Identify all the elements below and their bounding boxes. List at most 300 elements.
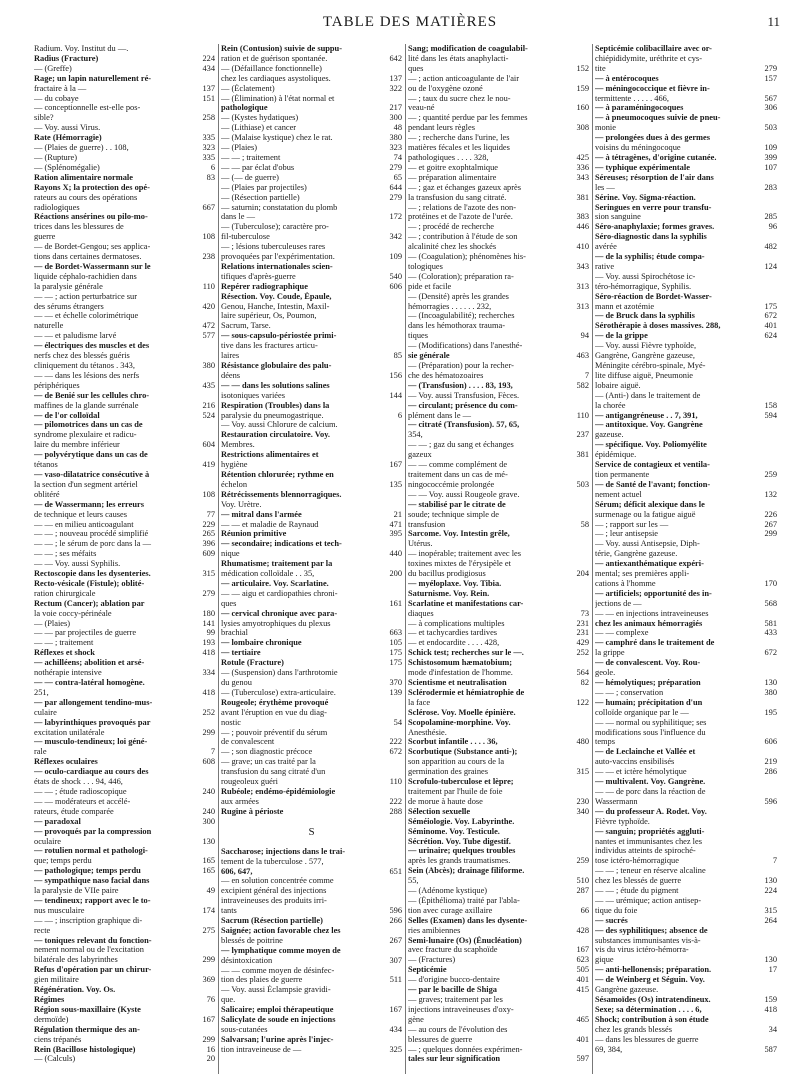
entry-page: 510 [576,876,589,886]
entry-text: Régulation thermique des an- [34,1024,140,1034]
entry-text: Réflexes et shock [34,648,95,658]
entry-page [195,767,215,777]
entry-page [382,896,402,906]
entry-page [382,321,402,331]
entry-text: — — et paludisme larvé [34,331,117,341]
index-entry [221,946,402,956]
index-entry [408,599,589,609]
entry-page [195,718,215,728]
entry-page: 313 [576,281,589,291]
index-entry [595,837,777,847]
entry-text: Sacrum (Résection partielle) [221,916,323,926]
entry-page: 94 [580,331,589,341]
entry-text: de convalescent [221,737,275,747]
index-entry [595,569,777,579]
entry-text: 69, 384, [595,1044,623,1054]
index-entry [221,1005,402,1015]
entry-text: la chorée [595,400,626,410]
index-entry [595,906,777,916]
index-entry [34,520,215,530]
entry-text: — ; rapport sur les — [595,519,669,529]
index-entry [34,282,215,292]
entry-text: hygiène [221,460,248,470]
entry-text: gique [595,955,614,965]
index-entry [408,163,589,173]
entry-text: tales sur leur signification [408,1054,501,1064]
index-entry [595,718,777,728]
entry-page [195,698,215,708]
entry-page: 122 [576,697,589,707]
entry-page: 141 [202,618,215,628]
entry-text: Rhumatisme; traitement par la [221,559,333,569]
entry-text: — — normal ou syphilitique; ses [595,717,707,727]
entry-text: — — modérateurs et accélé- [34,796,131,806]
index-entry [408,321,589,331]
entry-text: — (Tuberculose) extra-articulaire. [221,687,336,697]
index-entry [221,450,402,460]
index-entry [34,321,215,331]
entry-page [757,292,777,302]
index-entry [595,529,777,539]
entry-text: la paralysie générale [34,281,103,291]
entry-page: 482 [764,242,777,252]
entry-text: provoquées par l'expérimentation. [221,252,335,262]
index-entry [34,737,215,747]
entry-page [382,500,402,510]
entry-text: Région sous-maxillaire (Kyste [34,1004,141,1014]
entry-text: Résistance globulaire des palu- [221,361,332,370]
entry-text: Relations internationales scien- [221,261,333,271]
entry-page: 503 [576,479,589,489]
entry-text: ou de l'oxygène ozoné [408,83,483,93]
index-entry [408,183,589,193]
index-entry [221,747,402,757]
entry-page [195,737,215,747]
entry-page [195,965,215,975]
index-entry [221,302,402,312]
index-entry [34,381,215,391]
index-entry [408,926,589,936]
index-entry [34,133,215,143]
entry-text: jections de — [595,598,642,608]
entry-text: avant l'éruption en vue du diag- [221,707,327,717]
entry-page [195,74,215,84]
entry-text: tite [595,63,606,73]
index-entry [221,222,402,232]
entry-page: 410 [576,242,589,252]
entry-text: Sclérose. Voy. Moelle épinière. [408,707,516,717]
entry-page [757,896,777,906]
entry-page [195,827,215,837]
index-entry [408,906,589,916]
entry-text: Rubéole; endémo-épidémiologie [221,786,336,796]
entry-text: — tertiaire [221,648,261,658]
index-entry [408,866,589,876]
index-entry [595,401,777,411]
entry-text: Sang; modification de coagulabil- [408,44,528,53]
index-entry [34,609,215,619]
index-entry [595,272,777,282]
entry-page [195,985,215,995]
entry-page: 446 [576,222,589,232]
index-entry [595,549,777,559]
index-entry [408,361,589,371]
index-entry [34,787,215,797]
entry-text: — antitoxique. Voy. Gangrène [595,420,703,430]
index-entry [221,381,402,391]
entry-page [195,371,215,381]
index-entry [595,331,777,341]
entry-text: Rein (Bacillose histologique) [34,1044,136,1054]
entry-text: — électriques des muscles et des [34,341,150,351]
entry-text: — de Wassermann; les erreurs [34,499,144,509]
index-entry [34,84,215,94]
entry-page: 110 [202,281,215,291]
index-entry [221,886,402,896]
entry-text: sion sanguine [595,212,641,222]
index-entry [34,837,215,847]
index-entry [408,440,589,450]
index-entry [408,193,589,203]
entry-text: — (Greffe) [34,63,72,73]
index-entry [595,995,777,1005]
index-entry [595,262,777,272]
entry-page [382,222,402,232]
index-entry [221,797,402,807]
index-entry [408,242,589,252]
index-entry [221,708,402,718]
entry-page: 307 [389,955,402,965]
index-entry [221,74,402,84]
entry-page [757,54,777,64]
index-entry [221,737,402,747]
index-entry [595,658,777,668]
entry-text: — et tachycardies tardives [408,628,498,638]
entry-text: — humain; précipitation d'un [595,697,703,707]
entry-text: syndrome plexulaire et radicu- [34,430,137,440]
index-entry [595,757,777,767]
entry-page [382,1015,402,1025]
index-entry [221,173,402,183]
entry-text: Schick test; recherches sur le —. [408,648,524,658]
index-entry [34,480,215,490]
index-entry [595,856,777,866]
index-entry [221,787,402,797]
entry-page: 130 [764,876,777,886]
index-columns [32,44,780,1074]
entry-text: après les grands traumatismes. [408,856,511,866]
entry-page: 315 [202,569,215,579]
index-entry [34,747,215,757]
entry-page: 315 [764,905,777,915]
entry-text: transfusion du sang citraté d'un [221,767,326,777]
index-entry [221,113,402,123]
index-entry [221,599,402,609]
entry-text: — — en injections intraveineuses [595,608,709,618]
index-entry [34,143,215,153]
entry-text: rougeoleux guéri [221,777,278,787]
entry-page [757,440,777,450]
index-entry [221,767,402,777]
index-entry [221,212,402,222]
section-letter: S [308,825,315,838]
entry-text: rale [34,747,47,757]
entry-page: 335 [202,133,215,143]
index-entry [595,747,777,757]
entry-text: tion des plaies de guerre [221,975,303,985]
entry-page: 139 [389,687,402,697]
entry-page [757,728,777,738]
entry-page [382,341,402,351]
entry-text: Séreuses; résorption de l'air dans [595,172,714,182]
entry-text: nantes et immunisantes chez les [595,836,702,846]
entry-text: sie générale [408,351,450,361]
entry-text: — ; son diagnostic précoce [221,747,313,757]
entry-text: vis du virus ictéro-hémorra- [595,945,689,955]
entry-page: 252 [202,707,215,717]
entry-page [757,866,777,876]
entry-text: — secondaire; indications et tech- [221,539,342,549]
index-entry [595,619,777,629]
index-entry [221,193,402,203]
entry-text: la voie coccy-périnéale [34,608,112,618]
entry-page: 160 [576,103,589,113]
entry-text: Séméiologie. Voy. Labyrinthe. [408,816,515,826]
index-entry [595,737,777,747]
index-entry [221,510,402,520]
entry-text: — (— de guerre) [221,172,279,182]
entry-page [569,817,589,827]
entry-page [382,995,402,1005]
entry-text: échelon [221,479,248,489]
entry-page: 306 [764,103,777,113]
entry-text: désintoxication [221,955,273,965]
index-entry [34,44,215,54]
index-entry [34,113,215,123]
entry-text: Sérum; déficit alexique dans le [595,499,705,509]
entry-page [569,579,589,589]
entry-text: Scientisme et neutralisation [408,678,507,687]
index-entry [408,837,589,847]
index-entry [595,361,777,371]
index-entry [34,302,215,312]
entry-page: 200 [389,569,402,579]
index-entry [408,74,589,84]
index-entry [34,371,215,381]
entry-page [382,292,402,302]
index-entry [408,609,589,619]
entry-text: tions dans certaines dermatoses. [34,252,142,262]
entry-page [195,1025,215,1035]
entry-page [569,658,589,668]
entry-text: — ; pouvoir préventif du sérum [221,727,328,737]
index-entry [221,520,402,530]
index-entry [221,420,402,430]
entry-page [757,173,777,183]
entry-text: — dans les blessures de guerre [595,1034,699,1044]
index-entry [595,371,777,381]
index-entry [221,757,402,767]
entry-text: 251, [34,687,49,697]
entry-page: 567 [764,93,777,103]
entry-page [195,391,215,401]
entry-text: — — comme moyen de désinfec- [221,965,335,975]
entry-page: 16 [206,1044,215,1054]
entry-page [195,599,215,609]
index-entry [34,797,215,807]
index-entry [408,1005,589,1015]
entry-text: Rougeole; érythème provoqué [221,697,329,707]
entry-text: — Voy. aussi Antisepsie, Diph- [595,539,700,549]
entry-page [195,678,215,688]
entry-page: 420 [202,301,215,311]
index-entry [408,916,589,926]
entry-page: 109 [764,143,777,153]
index-entry [408,351,589,361]
entry-text: Sésamoïdes (Os) intratendineux. [595,995,711,1004]
entry-text: — artificiels; opportunité des in- [595,588,712,598]
index-entry [34,212,215,222]
entry-text: dans le — [221,212,255,222]
index-entry [221,292,402,302]
entry-page: 267 [764,519,777,529]
entry-page: 224 [764,886,777,896]
index-entry [595,500,777,510]
index-entry [595,133,777,143]
entry-page [569,777,589,787]
entry-page: 279 [389,192,402,202]
index-entry [221,529,402,539]
entry-page: 152 [576,63,589,73]
entry-text: — prolongées dues à des germes [595,133,710,143]
entry-page: 609 [202,549,215,559]
entry-text: Recto-vésicale (Fistule); oblité- [34,578,145,588]
entry-text: tion permanente [595,469,650,479]
entry-page [195,945,215,955]
index-entry [221,857,402,867]
entry-page: 596 [389,906,402,916]
entry-page [569,341,589,351]
entry-text: — sympathique naso facial dans [34,876,150,886]
index-entry [34,193,215,203]
entry-text: Sérothérapie à doses massives. 288, [595,321,721,331]
entry-text: ques [221,598,237,608]
entry-text: — — ; gaz du sang et échanges [408,440,514,450]
entry-text: liquide céphalo-rachidien dans [34,271,137,281]
index-entry [221,272,402,282]
entry-page [382,619,402,629]
entry-page [195,292,215,302]
entry-page: 283 [764,182,777,192]
entry-text: que. [221,995,236,1005]
index-entry [221,143,402,153]
index-entry [34,311,215,321]
entry-text: maffines de la glande surrénale [34,400,139,410]
index-entry [34,1015,215,1025]
entry-text: 55, [408,876,419,886]
index-entry [221,440,402,450]
index-entry [34,1025,215,1035]
index-entry [221,876,402,886]
entry-text: Genou, Hanche, Intestin, Maxil- [221,301,330,311]
entry-text: — polyvérytique dans un cas de [34,450,148,460]
entry-text: — — par éclat d'obus [221,162,295,172]
entry-text: — — ; conservation [595,687,664,697]
entry-text: laire du membre inférieur [34,440,120,450]
index-entry [221,539,402,549]
entry-text: — (Transfusion) . . . . 83, 193, [408,380,513,390]
entry-text: Séminome. Voy. Testicule. [408,826,500,836]
entry-page [382,539,402,549]
index-entry [408,569,589,579]
entry-text: — musculo-tendineux; loi géné- [34,737,148,747]
index-entry [595,460,777,470]
entry-text: — et endocardite . . . . 428, [408,638,500,648]
entry-text: — ; lésions tuberculeuses rares [221,242,326,252]
entry-text: Régimes [34,995,65,1004]
entry-text: Saignée; action favorable chez les [221,925,341,935]
entry-page: 204 [576,569,589,579]
entry-page [382,490,402,500]
index-entry [408,896,589,906]
index-entry [408,678,589,688]
entry-page [195,450,215,460]
index-entry [221,589,402,599]
index-entry [221,936,402,946]
entry-page [382,698,402,708]
index-entry [595,678,777,688]
entry-text: — (Plaies de guerre) . . 108, [34,143,129,153]
entry-page: 325 [389,1044,402,1054]
index-entry [595,470,777,480]
index-entry [408,985,589,995]
entry-page [195,470,215,480]
entry-page [569,529,589,539]
index-entry [221,678,402,688]
index-entry [34,391,215,401]
entry-text: gien militaire [34,975,79,985]
index-entry [34,619,215,629]
index-column-3 [406,44,593,1074]
entry-text: Scorbut infantile . . . . 36, [408,737,498,747]
entry-page [569,420,589,430]
entry-text: Sclérodermie et hémiatrophie de [408,687,525,697]
entry-text: recte [34,925,51,935]
index-entry [408,470,589,480]
index-entry [595,1025,777,1035]
index-entry [221,401,402,411]
entry-text: Séro-diagnostic dans la syphilis [595,232,707,242]
index-entry [408,737,589,747]
entry-text: — anti-hellonensis; préparation. [595,965,712,975]
entry-page [757,945,777,955]
entry-page: 322 [389,83,402,93]
entry-page [569,113,589,123]
entry-text: — — ; étude du pigment [595,886,679,896]
entry-text: — (Rupture) [34,152,78,162]
entry-text: dermoïde) [34,1014,69,1024]
entry-page: 167 [389,460,402,470]
entry-text: Restauration circulatoire. Voy. [221,430,331,440]
entry-text: intraveineuses des produits irri- [221,896,327,906]
entry-page [382,420,402,430]
entry-text: chiépididymite, uréthrite et cys- [595,53,702,63]
entry-page: 672 [389,747,402,757]
entry-page [569,460,589,470]
entry-text: — à entérocoques [595,73,659,83]
entry-page [382,847,402,857]
entry-page: 315 [576,767,589,777]
